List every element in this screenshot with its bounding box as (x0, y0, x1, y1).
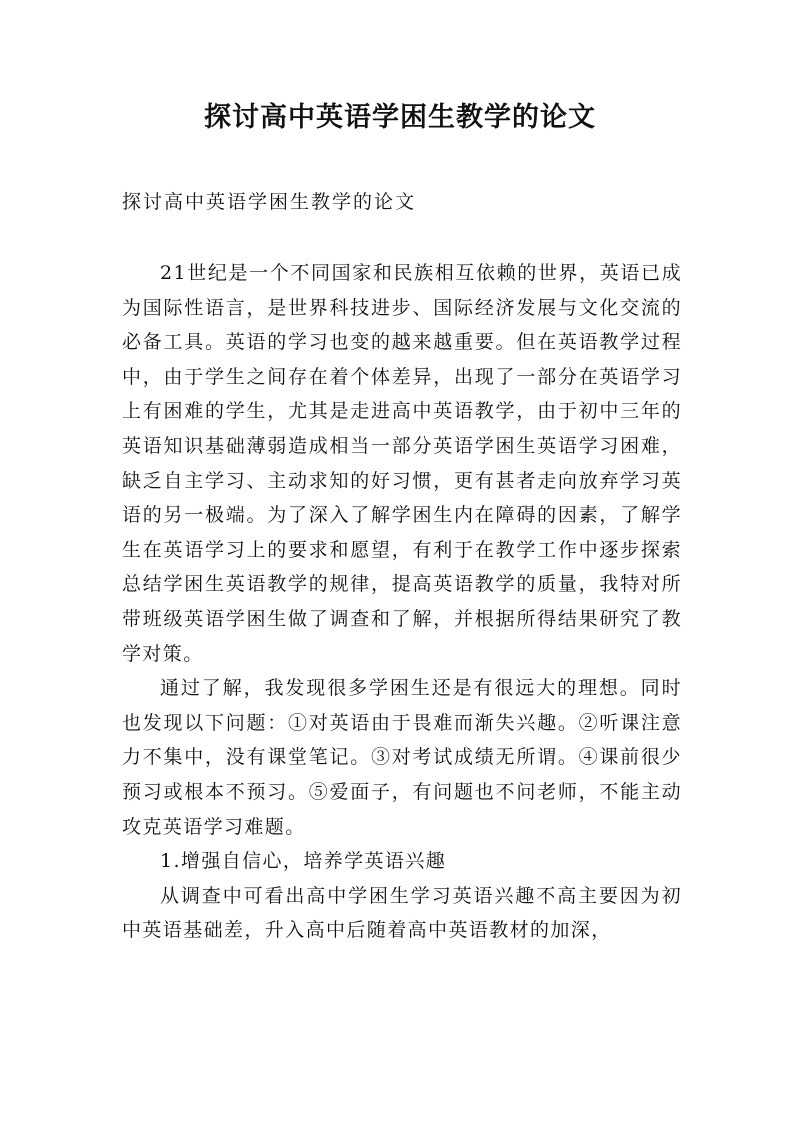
section-paragraph: 从调查中可看出高中学困生学习英语兴趣不高主要因为初中英语基础差，升入高中后随着高中英语教材的加深， (122, 884, 682, 942)
section-heading: 1.增强自信心，培养学英语兴趣 (160, 850, 447, 873)
body-paragraph-findings: 通过了解，我发现很多学困生还是有很远大的理想。同时也发现以下问题：①对英语由于畏难而渐失兴趣。②听课注意力不集中，没有课堂笔记。③对考试成绩无所谓。④课前很少预习或根本不预习。⑤爱面子，有问题也不问老师，不能主动攻克英语学习难题。 (122, 677, 682, 838)
body-paragraph-intro: 21世纪是一个不同国家和民族相互依赖的世界，英语已成为国际性语言，是世界科技进步、国际经济发展与文化交流的必备工具。英语的学习也变的越来越重要。但在英语教学过程中，由于学生之间存在着个体差异，出现了一部分在英语学习上有困难的学生，尤其是走进高中英语教学，由于初中三年的英语知识基础薄弱造成相当一部分英语学困生英语学习困难，缺乏自主学习、主动求知的好习惯，更有甚者走向放弃学习英语的另一极端。为了深入了解学困生内在障碍的因素，了解学生在英语学习上的要求和愿望，有利于在教学工作中逐步探索总结学困生英语教学的规律，提高英语教学的质量，我特对所带班级英语学困生做了调查和了解，并根据所得结果研究了教学对策。 (122, 262, 682, 665)
document-subtitle: 探讨高中英语学困生教学的论文 (122, 191, 417, 213)
document-body (122, 256, 682, 948)
document-title: 探讨高中英语学困生教学的论文 (204, 102, 596, 133)
